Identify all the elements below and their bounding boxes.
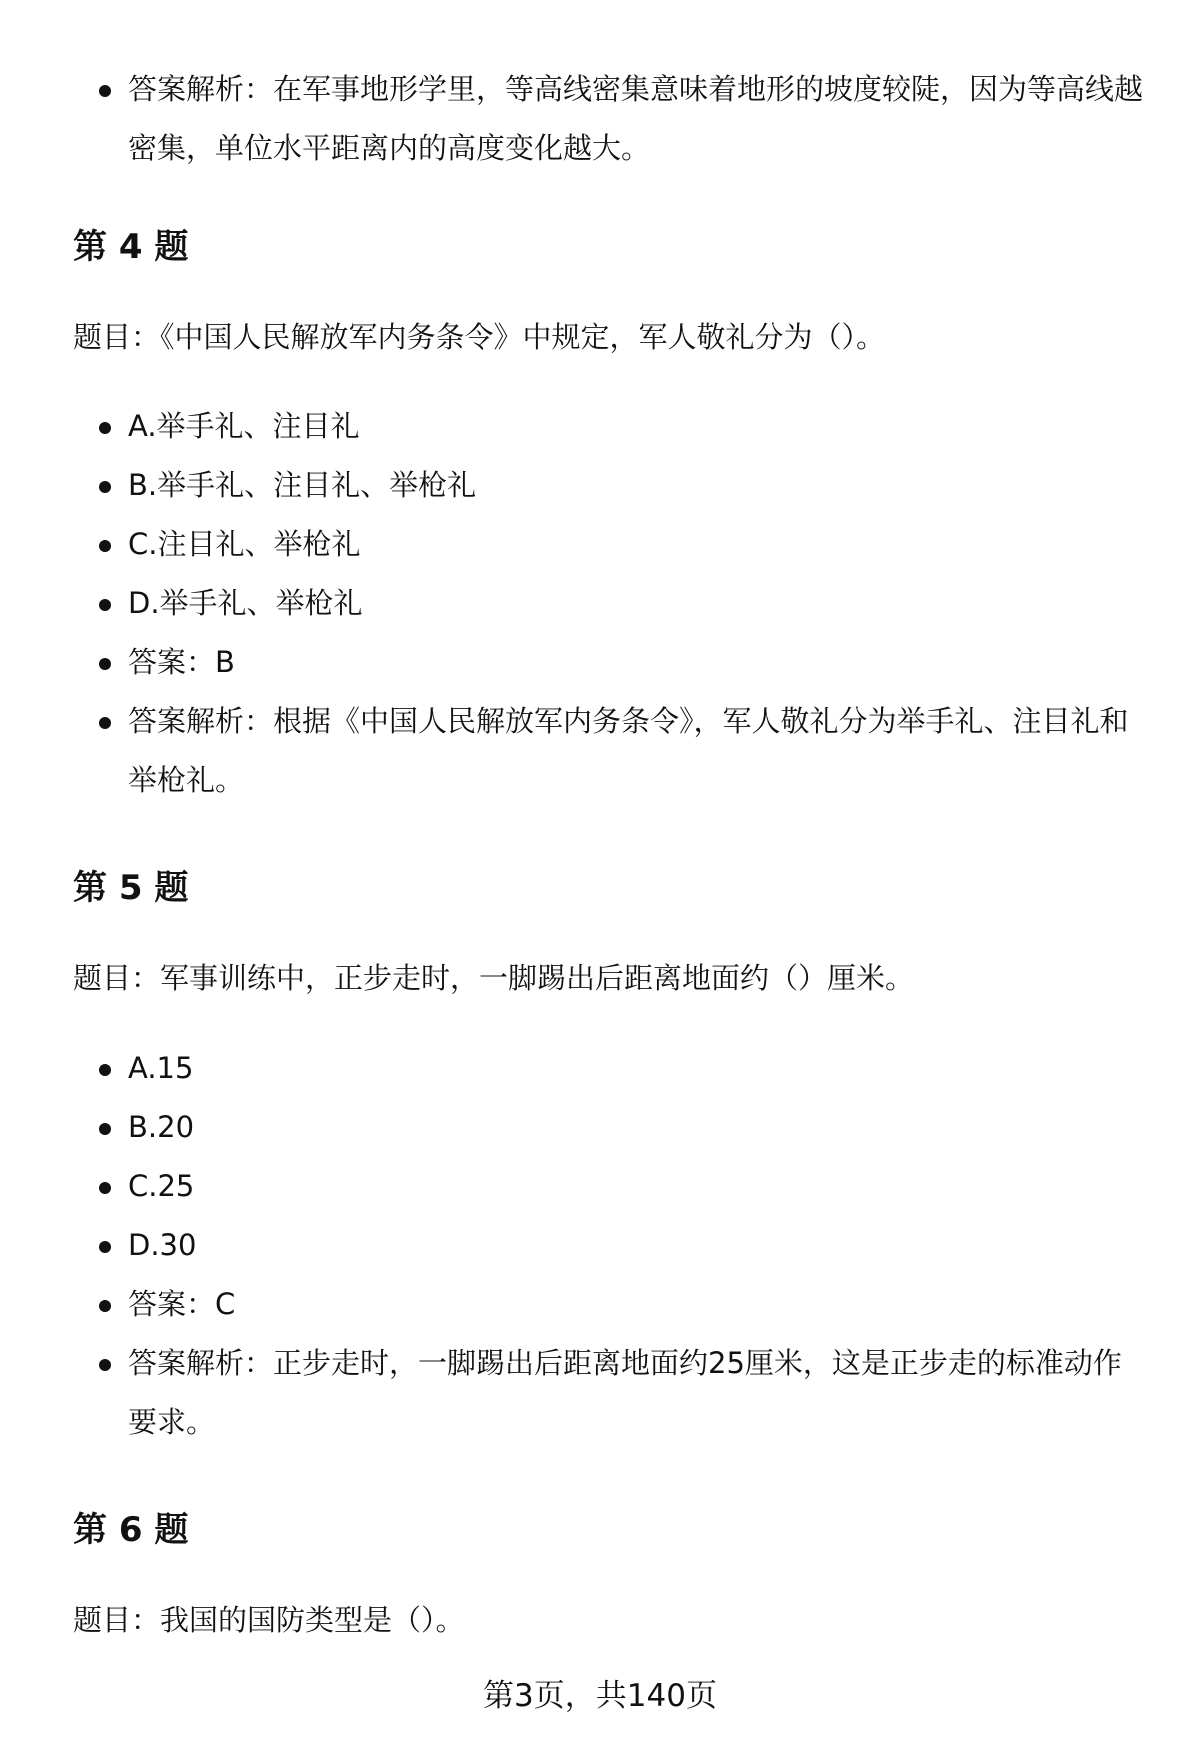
q3-list (73, 0, 1148, 178)
q4-heading: 第 4 题 (73, 227, 189, 267)
q5-option-b: B.20 (73, 1098, 1148, 1157)
q5-answer: 答案：C (73, 1275, 1148, 1334)
q4-explanation: 答案解析：根据《中国人民解放军内务条令》，军人敬礼分为举手礼、注目礼和举枪礼。 (73, 692, 1148, 810)
q4-option-a: A.举手礼、注目礼 (73, 397, 1148, 456)
document-page (73, 0, 1148, 1640)
q6-heading: 第 6 题 (73, 1510, 189, 1550)
q5-heading: 第 5 题 (73, 868, 189, 908)
q4-option-b: B.举手礼、注目礼、举枪礼 (73, 456, 1148, 515)
q3-explanation: 答案解析：在军事地形学里，等高线密集意味着地形的坡度较陡，因为等高线越密集，单位水平距离内的高度变化越大。 (73, 60, 1148, 178)
q4-list (73, 397, 1148, 810)
q4-question: 题目：《中国人民解放军内务条令》中规定，军人敬礼分为（）。 (73, 320, 886, 354)
q5-question: 题目：军事训练中，正步走时，一脚踢出后距离地面约（）厘米。 (73, 961, 915, 995)
q5-option-a: A.15 (73, 1039, 1148, 1098)
q4-option-d: D.举手礼、举枪礼 (73, 574, 1148, 633)
q6-question: 题目：我国的国防类型是（）。 (73, 1603, 465, 1637)
page-number-footer: 第3页，共140页 (483, 1678, 717, 1714)
q5-option-d: D.30 (73, 1216, 1148, 1275)
q5-option-c: C.25 (73, 1157, 1148, 1216)
q5-explanation: 答案解析：正步走时，一脚踢出后距离地面约25厘米，这是正步走的标准动作要求。 (73, 1334, 1148, 1452)
q4-option-c: C.注目礼、举枪礼 (73, 515, 1148, 574)
q5-list (73, 1039, 1148, 1452)
q4-answer: 答案：B (73, 633, 1148, 692)
